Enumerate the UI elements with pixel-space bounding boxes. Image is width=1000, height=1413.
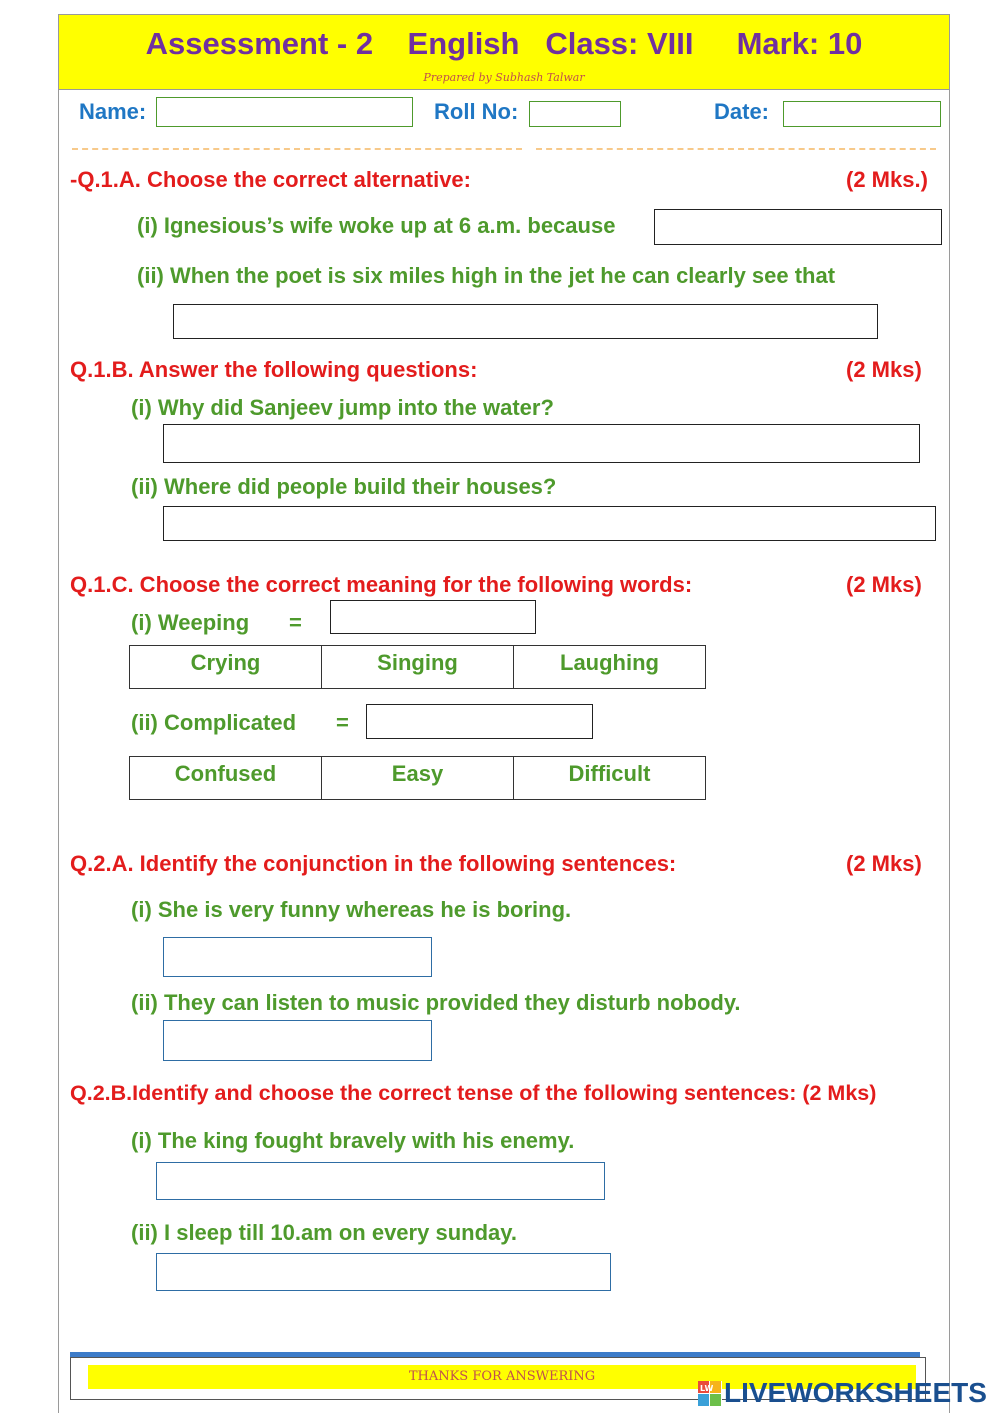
q1c-options-2 — [129, 756, 706, 800]
q2b-item-1: (i) The king fought bravely with his enemy. — [131, 1128, 575, 1153]
date-label: Date: — [714, 99, 770, 124]
q2b-heading: Q.2.B.Identify and choose the correct tense of the following sentences: (2 Mks) — [70, 1081, 877, 1105]
divider-right — [536, 148, 936, 150]
q2b-item-2: (ii) I sleep till 10.am on every sunday. — [131, 1220, 517, 1245]
divider-left — [72, 148, 522, 150]
q2a-answer-1[interactable] — [163, 937, 432, 977]
q1c-word-1: (i) Weeping — [131, 610, 250, 635]
q2a-item-1: (i) She is very funny whereas he is boring. — [131, 897, 572, 922]
q2a-marks: (2 Mks) — [846, 851, 922, 876]
q1b-answer-1[interactable] — [163, 424, 920, 463]
q1c-equals-1: = — [289, 610, 302, 635]
roll-label: Roll No: — [434, 99, 519, 124]
q1a-answer-1[interactable] — [654, 209, 942, 245]
q1c-answer-1[interactable] — [330, 600, 536, 634]
liveworksheets-brand: LIVEWORKSHEETS — [724, 1377, 987, 1408]
q1c-options-1 — [129, 645, 706, 689]
option-confused[interactable]: Confused — [130, 757, 322, 800]
q1c-heading: Q.1.C. Choose the correct meaning for the following words: — [70, 572, 693, 597]
name-label: Name: — [79, 99, 147, 124]
thanks-message: THANKS FOR ANSWERING — [408, 1369, 596, 1384]
q2b-answer-2[interactable] — [156, 1253, 611, 1291]
q2b-answer-1[interactable] — [156, 1162, 605, 1200]
q1b-marks: (2 Mks) — [846, 357, 922, 382]
option-singing[interactable]: Singing — [322, 646, 514, 689]
date-input[interactable] — [783, 101, 941, 127]
prepared-by: Prepared by Subhash Talwar — [423, 71, 585, 84]
q1a-item-2: (ii) When the poet is six miles high in the jet he can clearly see that — [137, 263, 836, 288]
brand-badge-text: LW — [700, 1384, 714, 1393]
option-easy[interactable]: Easy — [322, 757, 514, 800]
q1b-item-2: (ii) Where did people build their houses? — [131, 474, 557, 499]
page-title: Assessment - 2 English Class: VIII Mark: 10 — [145, 26, 863, 61]
q1c-word-2: (ii) Complicated — [131, 710, 297, 735]
q1b-item-1: (i) Why did Sanjeev jump into the water? — [131, 395, 554, 420]
q1a-answer-2[interactable] — [173, 304, 878, 339]
roll-input[interactable] — [529, 101, 621, 127]
q1a-item-1: (i) Ignesious’s wife woke up at 6 a.m. because — [137, 213, 616, 238]
name-input[interactable] — [156, 97, 413, 127]
liveworksheets-logo-icon — [698, 1381, 722, 1406]
q1b-answer-2[interactable] — [163, 506, 936, 541]
q1b-heading: Q.1.B. Answer the following questions: — [70, 357, 478, 382]
q2a-answer-2[interactable] — [163, 1020, 432, 1061]
q1c-equals-2: = — [336, 710, 349, 735]
q1c-answer-2[interactable] — [366, 704, 593, 739]
q2a-item-2: (ii) They can listen to music provided they disturb nobody. — [131, 990, 741, 1015]
q1a-marks: (2 Mks.) — [846, 167, 928, 192]
option-difficult[interactable]: Difficult — [514, 757, 706, 800]
q1c-marks: (2 Mks) — [846, 572, 922, 597]
q1a-heading: -Q.1.A. Choose the correct alternative: — [70, 167, 471, 192]
q2a-heading: Q.2.A. Identify the conjunction in the following sentences: — [70, 851, 677, 876]
option-crying[interactable]: Crying — [130, 646, 322, 689]
option-laughing[interactable]: Laughing — [514, 646, 706, 689]
